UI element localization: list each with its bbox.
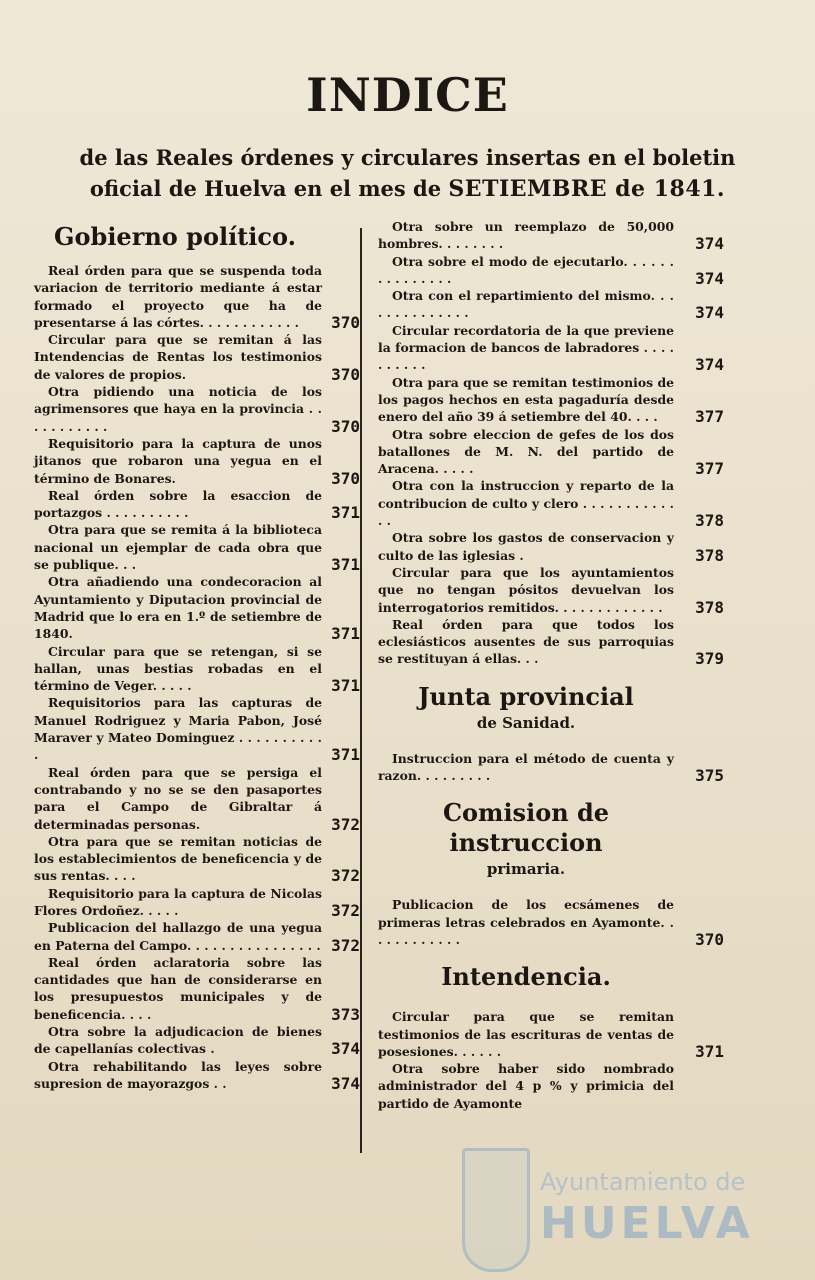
index-entry [378,1008,724,1061]
watermark-line-1: Ayuntamiento de [540,1168,746,1196]
right-column [378,218,724,1112]
entry-text: Real órden para que todos los eclesiásticos ausentes de sus parroquias se restituyan á ellas. . . [378,616,674,667]
index-entry [378,218,724,254]
entry-text: Circular para que los ayuntamientos que no tengan pósitos devuelvan los interrogatorios remitidos. . . . . . . . . . . . . [378,564,674,615]
entry-page-number: 374 [695,303,724,323]
entry-page-number: 371 [331,745,360,765]
index-entry [34,331,360,384]
right-entries [378,218,724,669]
index-entry [378,253,724,288]
junta-entries [378,750,724,786]
index-entry [378,322,724,375]
entry-page-number: 378 [695,545,724,565]
entry-page-number: 372 [331,814,360,834]
subtitle-line-2 [40,173,775,205]
entry-page-number: 372 [331,935,360,955]
intendencia-entries [378,1008,724,1112]
index-entry [378,750,724,786]
entry-text: Publicacion del hallazgo de una yegua en Paterna del Campo. . . . . . . . . . . . . . . . [34,920,322,953]
entry-text: Otra añadiendo una condecoracion al Ayuntamiento y Diputacion provincial de Madrid que lo era en 1.º de setiembre de 1840. [34,574,322,642]
index-entry [34,885,360,920]
entry-page-number: 374 [331,1073,360,1093]
index-entry [34,1058,360,1093]
entry-text: Otra sobre el modo de ejecutarlo. . . . . . . . . . . . . . . [378,253,674,286]
entry-text: Otra rehabilitando las leyes sobre supresion de mayorazgos . . [34,1058,322,1091]
entry-text: Circular recordatoria de la que previene la formacion de bancos de labradores . . . . . . . . . . [378,322,674,373]
index-entry [34,521,360,575]
entry-page-number: 370 [331,416,360,436]
entry-page-number: 374 [695,355,724,375]
index-entry [34,435,360,488]
index-entry [34,833,360,886]
entry-page-number: 371 [331,624,360,644]
index-entry [34,694,360,765]
page-title: INDICE [306,68,509,122]
entry-page-number: 377 [695,407,724,427]
entry-page-number: 371 [331,555,360,575]
index-entry [378,1060,674,1112]
column-divider [360,228,362,1153]
entry-text: Real órden aclaratoria sobre las cantidades que han de considerarse en los presupuestos municipales y de beneficencia. . . . [34,954,322,1022]
entry-page-number: 371 [331,503,360,523]
index-entry [34,919,360,955]
index-entry [34,487,360,523]
entry-text: Otra pidiendo una noticia de los agrimensores que haya en la provincia . . . . . . . . . . . [34,384,322,434]
junta-subheading: de Sanidad. [476,713,576,732]
entry-page-number: 370 [695,929,724,949]
entry-text: Requisitorio para la captura de unos jitanos que robaron una yegua en el término de Bonares. [34,435,322,486]
intendencia-heading: Intendencia. [441,962,611,992]
comision-entries [378,896,724,949]
entry-page-number: 370 [331,364,360,384]
index-entry [378,564,724,617]
entry-page-number: 379 [695,649,724,669]
junta-heading: Junta provincial [418,681,634,711]
watermark-line-2: HUELVA [540,1198,754,1249]
entry-page-number: 373 [331,1004,360,1024]
index-entry [378,477,724,531]
index-entry [378,287,724,323]
entry-text: Otra sobre la adjudicacion de bienes de capellanías colectivas . [34,1024,322,1057]
entry-page-number: 374 [695,234,724,254]
entry-page-number: 378 [695,597,724,617]
comision-heading: Comision de instruccion [442,798,610,858]
index-entry [378,529,724,565]
entry-page-number: 375 [695,766,724,786]
entry-text: Instruccion para el método de cuenta y razon. . . . . . . . . [378,750,674,784]
entry-text: Requisitorio para la captura de Nicolas Flores Ordoñez. . . . . [34,885,322,918]
entry-text: Requisitorios para las capturas de Manuel Rodriguez y Maria Pabon, José Maraver y Mateo Dominguez . . . . . . . . . . . [34,695,322,763]
entry-page-number: 377 [695,459,724,479]
entry-text: Publicacion de los ecsámenes de primeras letras celebrados en Ayamonte. . . . . . . . . . . . [378,897,674,947]
entry-page-number: 372 [331,900,360,920]
entry-text: Otra para que se remitan noticias de los establecimientos de beneficencia y de sus rentas. . . . [34,833,322,884]
watermark-shield-icon [462,1148,530,1272]
page-subtitle [40,142,775,205]
index-entry [34,383,360,436]
subtitle-line-2-b: SETIEMBRE de 1841. [448,176,726,202]
subtitle-line-1: de las Reales órdenes y circulares insertas en el boletin [79,145,736,170]
entry-text: Real órden para que se persiga el contrabando y no se se den pasaportes para el Campo de Gibraltar á determinadas personas. [34,764,322,832]
entry-page-number: 374 [331,1039,360,1059]
index-entry [34,764,360,834]
section-heading-gobierno: Gobierno político. [54,222,296,251]
entry-page-number: 371 [695,1041,724,1061]
subtitle-line-2-a: oficial de Huelva en el mes de [89,176,449,201]
entry-text: Otra con la instruccion y reparto de la contribucion de culto y clero . . . . . . . . . . . . . [378,478,674,529]
entry-page-number: 371 [331,676,360,696]
index-entry [378,426,724,479]
watermark [462,1148,762,1276]
section-heading-comision [378,798,674,880]
entry-text: Otra sobre los gastos de conservacion y culto de las iglesias . [378,530,674,563]
entry-text: Otra sobre un reemplazo de 50,000 hombres. . . . . . . . [378,219,674,252]
entry-text: Real órden para que se suspenda toda variacion de territorio mediante á estar formado el proyecto que ha de presentarse á las córtes. . . . . . . . . . . . [34,263,322,330]
entry-text: Circular para que se remitan testimonios de las escrituras de ventas de posesiones. . . . . . [378,1009,674,1059]
entry-text: Otra con el repartimiento del mismo. . . . . . . . . . . . . . [378,288,674,321]
entry-text: Otra sobre eleccion de gefes de los dos batallones de M. N. del partido de Aracena. . . . . [378,426,674,477]
index-entry [34,643,360,696]
entry-text: Otra para que se remita á la biblioteca nacional un ejemplar de cada obra que se publique. . . [34,522,322,573]
index-entry [378,374,724,427]
entry-page-number: 370 [331,312,360,332]
entry-text: Real órden sobre la esaccion de portazgos . . . . . . . . . . [34,487,322,521]
index-entry [378,616,724,669]
section-heading-junta [378,682,674,734]
section-heading-intendencia [378,962,674,992]
index-entry [378,896,724,949]
entry-page-number: 378 [695,511,724,531]
left-column [34,262,360,1093]
entry-text: Otra sobre haber sido nombrado administrador del 4 p % y primicia del partido de Ayamonte [378,1061,674,1111]
entry-page-number: 370 [331,468,360,488]
entry-text: Circular para que se retengan, si se hallan, unas bestias robadas en el término de Veger. . . . . [34,643,322,694]
entry-page-number: 372 [331,866,360,886]
entry-text: Circular para que se remitan á las Intendencias de Rentas los testimonios de valores de propios. [34,332,322,382]
comision-subheading: primaria. [486,860,566,879]
entry-page-number: 374 [695,268,724,288]
index-entry [34,1023,360,1059]
entry-text: Otra para que se remitan testimonios de los pagos hechos en esta pagaduría desde enero del año 39 á setiembre del 40. . . . [378,374,674,425]
index-entry [34,262,360,332]
index-entry [34,573,360,644]
index-entry [34,954,360,1024]
